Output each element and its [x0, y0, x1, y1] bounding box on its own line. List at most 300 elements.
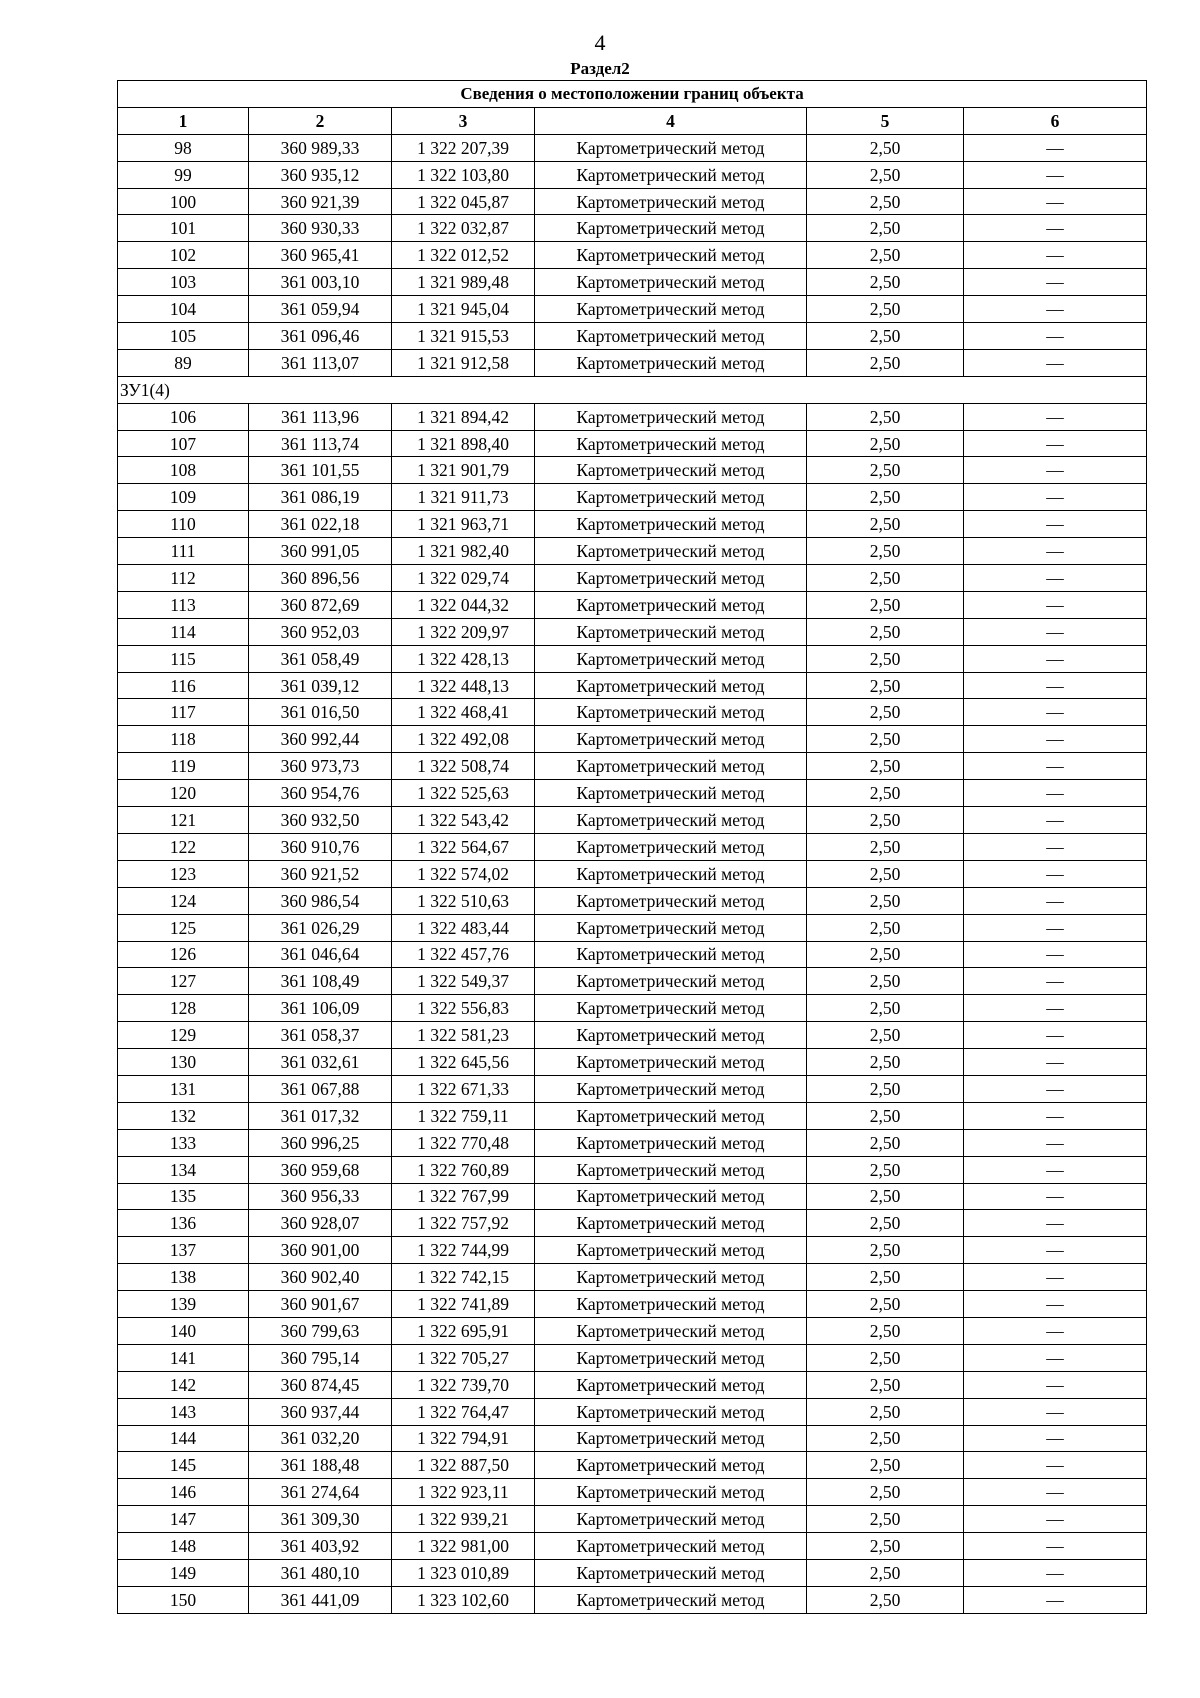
y-coordinate-cell: 1 322 741,89: [392, 1291, 535, 1318]
method-cell: Картометрический метод: [535, 1425, 807, 1452]
accuracy-cell: 2,50: [807, 699, 964, 726]
x-coordinate-cell: 361 188,48: [249, 1452, 392, 1479]
accuracy-cell: 2,50: [807, 349, 964, 376]
note-cell: —: [964, 565, 1147, 592]
method-cell: Картометрический метод: [535, 484, 807, 511]
accuracy-cell: 2,50: [807, 457, 964, 484]
y-coordinate-cell: 1 322 448,13: [392, 672, 535, 699]
point-number-cell: 132: [118, 1102, 249, 1129]
accuracy-cell: 2,50: [807, 1237, 964, 1264]
coordinates-table: [117, 80, 1147, 1614]
method-cell: Картометрический метод: [535, 296, 807, 323]
table-row: [118, 457, 1147, 484]
y-coordinate-cell: 1 322 549,37: [392, 968, 535, 995]
note-cell: —: [964, 188, 1147, 215]
point-number-cell: 115: [118, 645, 249, 672]
column-header-5: 5: [807, 107, 964, 134]
y-coordinate-cell: 1 322 757,92: [392, 1210, 535, 1237]
note-cell: —: [964, 1022, 1147, 1049]
x-coordinate-cell: 360 910,76: [249, 833, 392, 860]
y-coordinate-cell: 1 322 103,80: [392, 161, 535, 188]
x-coordinate-cell: 361 403,92: [249, 1533, 392, 1560]
method-cell: Картометрический метод: [535, 1237, 807, 1264]
point-number-cell: 106: [118, 403, 249, 430]
method-cell: Картометрический метод: [535, 1049, 807, 1076]
group-row: [118, 376, 1147, 403]
x-coordinate-cell: 361 106,09: [249, 995, 392, 1022]
table-row: [118, 565, 1147, 592]
table-row: [118, 1506, 1147, 1533]
method-cell: Картометрический метод: [535, 1264, 807, 1291]
x-coordinate-cell: 361 274,64: [249, 1479, 392, 1506]
y-coordinate-cell: 1 322 923,11: [392, 1479, 535, 1506]
table-row: [118, 591, 1147, 618]
method-cell: Картометрический метод: [535, 1506, 807, 1533]
x-coordinate-cell: 361 480,10: [249, 1559, 392, 1586]
note-cell: —: [964, 1183, 1147, 1210]
y-coordinate-cell: 1 322 695,91: [392, 1317, 535, 1344]
column-header-2: 2: [249, 107, 392, 134]
accuracy-cell: 2,50: [807, 1586, 964, 1613]
table-row: [118, 1129, 1147, 1156]
table-row: [118, 618, 1147, 645]
column-header-6: 6: [964, 107, 1147, 134]
x-coordinate-cell: 360 901,00: [249, 1237, 392, 1264]
note-cell: —: [964, 403, 1147, 430]
note-cell: —: [964, 1398, 1147, 1425]
method-cell: Картометрический метод: [535, 1586, 807, 1613]
method-cell: Картометрический метод: [535, 1075, 807, 1102]
x-coordinate-cell: 360 795,14: [249, 1344, 392, 1371]
accuracy-cell: 2,50: [807, 296, 964, 323]
note-cell: —: [964, 1049, 1147, 1076]
accuracy-cell: 2,50: [807, 1264, 964, 1291]
method-cell: Картометрический метод: [535, 188, 807, 215]
x-coordinate-cell: 360 799,63: [249, 1317, 392, 1344]
accuracy-cell: 2,50: [807, 1425, 964, 1452]
x-coordinate-cell: 361 101,55: [249, 457, 392, 484]
y-coordinate-cell: 1 321 915,53: [392, 323, 535, 350]
method-cell: Картометрический метод: [535, 349, 807, 376]
note-cell: —: [964, 1210, 1147, 1237]
y-coordinate-cell: 1 322 543,42: [392, 807, 535, 834]
note-cell: —: [964, 484, 1147, 511]
note-cell: —: [964, 1317, 1147, 1344]
point-number-cell: 134: [118, 1156, 249, 1183]
note-cell: —: [964, 538, 1147, 565]
x-coordinate-cell: 360 937,44: [249, 1398, 392, 1425]
method-cell: Картометрический метод: [535, 269, 807, 296]
method-cell: Картометрический метод: [535, 215, 807, 242]
y-coordinate-cell: 1 321 911,73: [392, 484, 535, 511]
table-row: [118, 1291, 1147, 1318]
table-row: [118, 1210, 1147, 1237]
accuracy-cell: 2,50: [807, 672, 964, 699]
table-row: [118, 833, 1147, 860]
y-coordinate-cell: 1 322 483,44: [392, 914, 535, 941]
table-row: [118, 995, 1147, 1022]
y-coordinate-cell: 1 322 012,52: [392, 242, 535, 269]
point-number-cell: 143: [118, 1398, 249, 1425]
method-cell: Картометрический метод: [535, 1479, 807, 1506]
accuracy-cell: 2,50: [807, 1317, 964, 1344]
table-row: [118, 1156, 1147, 1183]
point-number-cell: 98: [118, 134, 249, 161]
note-cell: —: [964, 914, 1147, 941]
method-cell: Картометрический метод: [535, 1156, 807, 1183]
x-coordinate-cell: 360 952,03: [249, 618, 392, 645]
y-coordinate-cell: 1 321 989,48: [392, 269, 535, 296]
accuracy-cell: 2,50: [807, 726, 964, 753]
method-cell: Картометрический метод: [535, 807, 807, 834]
table-row: [118, 1586, 1147, 1613]
method-cell: Картометрический метод: [535, 1344, 807, 1371]
point-number-cell: 100: [118, 188, 249, 215]
y-coordinate-cell: 1 322 209,97: [392, 618, 535, 645]
x-coordinate-cell: 361 017,32: [249, 1102, 392, 1129]
y-coordinate-cell: 1 323 102,60: [392, 1586, 535, 1613]
method-cell: Картометрический метод: [535, 1183, 807, 1210]
x-coordinate-cell: 360 932,50: [249, 807, 392, 834]
x-coordinate-cell: 361 039,12: [249, 672, 392, 699]
accuracy-cell: 2,50: [807, 914, 964, 941]
accuracy-cell: 2,50: [807, 1049, 964, 1076]
point-number-cell: 117: [118, 699, 249, 726]
y-coordinate-cell: 1 321 894,42: [392, 403, 535, 430]
x-coordinate-cell: 360 902,40: [249, 1264, 392, 1291]
method-cell: Картометрический метод: [535, 833, 807, 860]
accuracy-cell: 2,50: [807, 430, 964, 457]
method-cell: Картометрический метод: [535, 565, 807, 592]
note-cell: —: [964, 807, 1147, 834]
method-cell: Картометрический метод: [535, 995, 807, 1022]
note-cell: —: [964, 591, 1147, 618]
table-row: [118, 914, 1147, 941]
point-number-cell: 104: [118, 296, 249, 323]
point-number-cell: 101: [118, 215, 249, 242]
method-cell: Картометрический метод: [535, 323, 807, 350]
table-row: [118, 672, 1147, 699]
table-row: [118, 269, 1147, 296]
column-number-row: [118, 107, 1147, 134]
x-coordinate-cell: 360 935,12: [249, 161, 392, 188]
point-number-cell: 136: [118, 1210, 249, 1237]
x-coordinate-cell: 360 973,73: [249, 753, 392, 780]
note-cell: —: [964, 1264, 1147, 1291]
note-cell: —: [964, 1479, 1147, 1506]
page-number: 4: [594, 30, 606, 55]
note-cell: —: [964, 269, 1147, 296]
method-cell: Картометрический метод: [535, 591, 807, 618]
table-row: [118, 1264, 1147, 1291]
table-row: [118, 1317, 1147, 1344]
point-number-cell: 130: [118, 1049, 249, 1076]
y-coordinate-cell: 1 322 759,11: [392, 1102, 535, 1129]
point-number-cell: 148: [118, 1533, 249, 1560]
y-coordinate-cell: 1 322 767,99: [392, 1183, 535, 1210]
method-cell: Картометрический метод: [535, 672, 807, 699]
method-cell: Картометрический метод: [535, 914, 807, 941]
x-coordinate-cell: 361 046,64: [249, 941, 392, 968]
method-cell: Картометрический метод: [535, 753, 807, 780]
accuracy-cell: 2,50: [807, 753, 964, 780]
point-number-cell: 121: [118, 807, 249, 834]
column-header-4: 4: [535, 107, 807, 134]
x-coordinate-cell: 361 016,50: [249, 699, 392, 726]
point-number-cell: 123: [118, 860, 249, 887]
accuracy-cell: 2,50: [807, 242, 964, 269]
accuracy-cell: 2,50: [807, 565, 964, 592]
accuracy-cell: 2,50: [807, 1371, 964, 1398]
method-cell: Картометрический метод: [535, 780, 807, 807]
y-coordinate-cell: 1 322 207,39: [392, 134, 535, 161]
table-row: [118, 188, 1147, 215]
accuracy-cell: 2,50: [807, 1156, 964, 1183]
accuracy-cell: 2,50: [807, 511, 964, 538]
point-number-cell: 144: [118, 1425, 249, 1452]
y-coordinate-cell: 1 322 556,83: [392, 995, 535, 1022]
note-cell: —: [964, 430, 1147, 457]
point-number-cell: 138: [118, 1264, 249, 1291]
note-cell: —: [964, 1075, 1147, 1102]
accuracy-cell: 2,50: [807, 1559, 964, 1586]
note-cell: —: [964, 1559, 1147, 1586]
note-cell: —: [964, 457, 1147, 484]
table-row: [118, 1183, 1147, 1210]
x-coordinate-cell: 361 032,20: [249, 1425, 392, 1452]
y-coordinate-cell: 1 322 508,74: [392, 753, 535, 780]
note-cell: —: [964, 134, 1147, 161]
table-row: [118, 538, 1147, 565]
x-coordinate-cell: 360 986,54: [249, 887, 392, 914]
point-number-cell: 119: [118, 753, 249, 780]
table-row: [118, 484, 1147, 511]
table-row: [118, 1102, 1147, 1129]
note-cell: —: [964, 1344, 1147, 1371]
point-number-cell: 141: [118, 1344, 249, 1371]
table-row: [118, 403, 1147, 430]
point-number-cell: 149: [118, 1559, 249, 1586]
point-number-cell: 110: [118, 511, 249, 538]
x-coordinate-cell: 360 928,07: [249, 1210, 392, 1237]
point-number-cell: 147: [118, 1506, 249, 1533]
y-coordinate-cell: 1 322 510,63: [392, 887, 535, 914]
method-cell: Картометрический метод: [535, 1317, 807, 1344]
y-coordinate-cell: 1 321 945,04: [392, 296, 535, 323]
accuracy-cell: 2,50: [807, 134, 964, 161]
table-row: [118, 726, 1147, 753]
accuracy-cell: 2,50: [807, 1533, 964, 1560]
x-coordinate-cell: 361 086,19: [249, 484, 392, 511]
x-coordinate-cell: 360 921,39: [249, 188, 392, 215]
accuracy-cell: 2,50: [807, 1506, 964, 1533]
y-coordinate-cell: 1 322 492,08: [392, 726, 535, 753]
x-coordinate-cell: 361 067,88: [249, 1075, 392, 1102]
note-cell: —: [964, 511, 1147, 538]
table-row: [118, 1237, 1147, 1264]
column-header-3: 3: [392, 107, 535, 134]
section-title: Раздел2: [570, 59, 630, 78]
accuracy-cell: 2,50: [807, 1398, 964, 1425]
accuracy-cell: 2,50: [807, 1102, 964, 1129]
y-coordinate-cell: 1 322 742,15: [392, 1264, 535, 1291]
y-coordinate-cell: 1 322 032,87: [392, 215, 535, 242]
group-label: ЗУ1(4): [118, 376, 1147, 403]
method-cell: Картометрический метод: [535, 1102, 807, 1129]
method-cell: Картометрический метод: [535, 726, 807, 753]
point-number-cell: 128: [118, 995, 249, 1022]
x-coordinate-cell: 361 309,30: [249, 1506, 392, 1533]
table-row: [118, 430, 1147, 457]
y-coordinate-cell: 1 322 981,00: [392, 1533, 535, 1560]
accuracy-cell: 2,50: [807, 995, 964, 1022]
point-number-cell: 113: [118, 591, 249, 618]
note-cell: —: [964, 296, 1147, 323]
y-coordinate-cell: 1 322 671,33: [392, 1075, 535, 1102]
x-coordinate-cell: 361 026,29: [249, 914, 392, 941]
accuracy-cell: 2,50: [807, 1452, 964, 1479]
note-cell: —: [964, 1586, 1147, 1613]
method-cell: Картометрический метод: [535, 161, 807, 188]
x-coordinate-cell: 361 058,49: [249, 645, 392, 672]
accuracy-cell: 2,50: [807, 538, 964, 565]
accuracy-cell: 2,50: [807, 1022, 964, 1049]
y-coordinate-cell: 1 322 764,47: [392, 1398, 535, 1425]
note-cell: —: [964, 887, 1147, 914]
point-number-cell: 116: [118, 672, 249, 699]
y-coordinate-cell: 1 322 744,99: [392, 1237, 535, 1264]
table-head: [118, 81, 1147, 135]
point-number-cell: 120: [118, 780, 249, 807]
table-row: [118, 968, 1147, 995]
point-number-cell: 118: [118, 726, 249, 753]
method-cell: Картометрический метод: [535, 1452, 807, 1479]
note-cell: —: [964, 860, 1147, 887]
column-header-1: 1: [118, 107, 249, 134]
method-cell: Картометрический метод: [535, 403, 807, 430]
y-coordinate-cell: 1 322 045,87: [392, 188, 535, 215]
x-coordinate-cell: 361 113,96: [249, 403, 392, 430]
note-cell: —: [964, 1291, 1147, 1318]
method-cell: Картометрический метод: [535, 242, 807, 269]
point-number-cell: 139: [118, 1291, 249, 1318]
x-coordinate-cell: 361 059,94: [249, 296, 392, 323]
note-cell: —: [964, 215, 1147, 242]
point-number-cell: 140: [118, 1317, 249, 1344]
accuracy-cell: 2,50: [807, 484, 964, 511]
point-number-cell: 108: [118, 457, 249, 484]
y-coordinate-cell: 1 322 457,76: [392, 941, 535, 968]
note-cell: —: [964, 1156, 1147, 1183]
method-cell: Картометрический метод: [535, 968, 807, 995]
point-number-cell: 102: [118, 242, 249, 269]
note-cell: —: [964, 1425, 1147, 1452]
caption-row: [118, 81, 1147, 108]
accuracy-cell: 2,50: [807, 591, 964, 618]
method-cell: Картометрический метод: [535, 860, 807, 887]
x-coordinate-cell: 360 901,67: [249, 1291, 392, 1318]
point-number-cell: 89: [118, 349, 249, 376]
y-coordinate-cell: 1 322 044,32: [392, 591, 535, 618]
method-cell: Картометрический метод: [535, 699, 807, 726]
note-cell: —: [964, 1452, 1147, 1479]
note-cell: —: [964, 968, 1147, 995]
y-coordinate-cell: 1 323 010,89: [392, 1559, 535, 1586]
method-cell: Картометрический метод: [535, 645, 807, 672]
accuracy-cell: 2,50: [807, 1344, 964, 1371]
method-cell: Картометрический метод: [535, 538, 807, 565]
note-cell: —: [964, 161, 1147, 188]
table-row: [118, 161, 1147, 188]
method-cell: Картометрический метод: [535, 1398, 807, 1425]
table-row: [118, 941, 1147, 968]
y-coordinate-cell: 1 322 574,02: [392, 860, 535, 887]
method-cell: Картометрический метод: [535, 887, 807, 914]
accuracy-cell: 2,50: [807, 887, 964, 914]
y-coordinate-cell: 1 321 912,58: [392, 349, 535, 376]
table-body: [118, 134, 1147, 1613]
table-row: [118, 1398, 1147, 1425]
table-row: [118, 860, 1147, 887]
point-number-cell: 142: [118, 1371, 249, 1398]
method-cell: Картометрический метод: [535, 511, 807, 538]
point-number-cell: 109: [118, 484, 249, 511]
table-row: [118, 1452, 1147, 1479]
note-cell: —: [964, 833, 1147, 860]
method-cell: Картометрический метод: [535, 457, 807, 484]
point-number-cell: 105: [118, 323, 249, 350]
accuracy-cell: 2,50: [807, 1291, 964, 1318]
x-coordinate-cell: 360 954,76: [249, 780, 392, 807]
x-coordinate-cell: 361 113,74: [249, 430, 392, 457]
y-coordinate-cell: 1 322 770,48: [392, 1129, 535, 1156]
x-coordinate-cell: 360 896,56: [249, 565, 392, 592]
point-number-cell: 137: [118, 1237, 249, 1264]
method-cell: Картометрический метод: [535, 941, 807, 968]
accuracy-cell: 2,50: [807, 1183, 964, 1210]
table-row: [118, 349, 1147, 376]
table-row: [118, 511, 1147, 538]
y-coordinate-cell: 1 322 645,56: [392, 1049, 535, 1076]
table-row: [118, 1533, 1147, 1560]
x-coordinate-cell: 360 956,33: [249, 1183, 392, 1210]
x-coordinate-cell: 361 108,49: [249, 968, 392, 995]
point-number-cell: 125: [118, 914, 249, 941]
y-coordinate-cell: 1 322 760,89: [392, 1156, 535, 1183]
x-coordinate-cell: 361 441,09: [249, 1586, 392, 1613]
accuracy-cell: 2,50: [807, 161, 964, 188]
accuracy-cell: 2,50: [807, 403, 964, 430]
method-cell: Картометрический метод: [535, 1210, 807, 1237]
table-row: [118, 242, 1147, 269]
table-row: [118, 1479, 1147, 1506]
point-number-cell: 129: [118, 1022, 249, 1049]
accuracy-cell: 2,50: [807, 860, 964, 887]
table-row: [118, 215, 1147, 242]
table-row: [118, 1075, 1147, 1102]
table-row: [118, 296, 1147, 323]
method-cell: Картометрический метод: [535, 1371, 807, 1398]
accuracy-cell: 2,50: [807, 1479, 964, 1506]
y-coordinate-cell: 1 322 705,27: [392, 1344, 535, 1371]
x-coordinate-cell: 360 872,69: [249, 591, 392, 618]
y-coordinate-cell: 1 321 963,71: [392, 511, 535, 538]
point-number-cell: 135: [118, 1183, 249, 1210]
accuracy-cell: 2,50: [807, 1210, 964, 1237]
x-coordinate-cell: 360 996,25: [249, 1129, 392, 1156]
note-cell: —: [964, 645, 1147, 672]
table-row: [118, 699, 1147, 726]
